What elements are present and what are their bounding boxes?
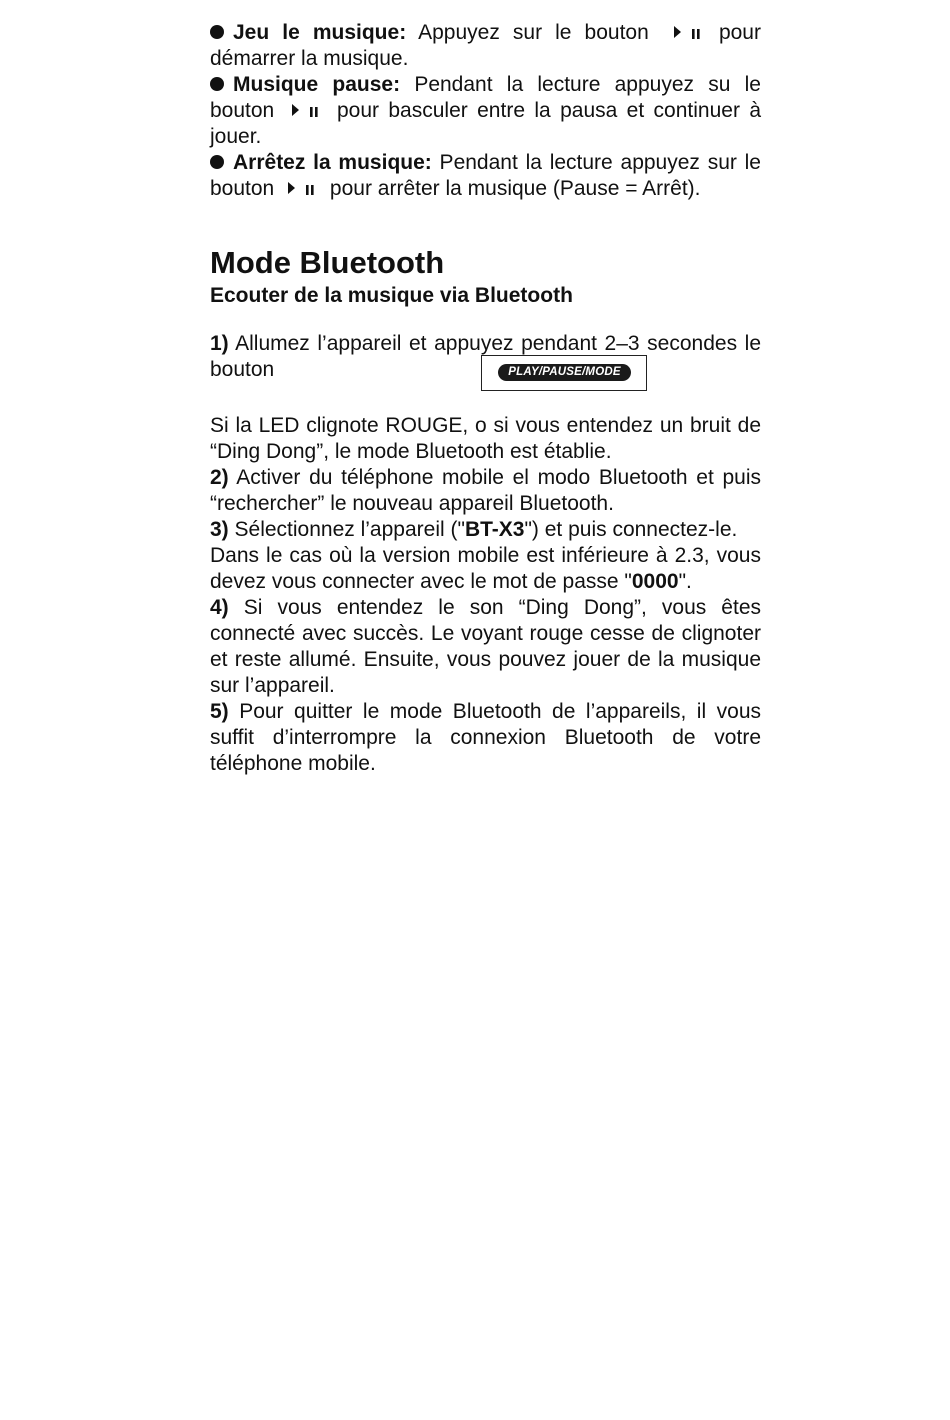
step-number: 2) bbox=[210, 466, 229, 489]
password-text-after: ". bbox=[678, 570, 692, 593]
section-subtitle: Ecouter de la musique via Bluetooth bbox=[210, 284, 573, 307]
bullet-dot-icon bbox=[210, 155, 224, 169]
play-pause-icon bbox=[286, 102, 326, 118]
password-code: 0000 bbox=[631, 570, 679, 593]
bullet-label: Arrêtez la musique: bbox=[233, 151, 432, 174]
bullet-stop-music bbox=[210, 150, 761, 202]
step-text: Pour quitter le mode Bluetooth de l’appareils, il vous suffit d’interrompre la connexion Bluetooth de votre téléphone mobile. bbox=[210, 700, 761, 775]
step-number: 3) bbox=[210, 518, 229, 541]
step-text: Activer du téléphone mobile el modo Bluetooth et puis “rechercher” le nouveau appareil Bluetooth. bbox=[210, 466, 761, 515]
bullet-text-after: pour basculer entre la pausa et continuer à jouer. bbox=[210, 99, 761, 148]
step-3 bbox=[210, 517, 761, 543]
step-2 bbox=[210, 465, 761, 517]
play-pause-mode-button-image bbox=[481, 355, 647, 391]
step-number: 1) bbox=[210, 332, 229, 355]
play-pause-mode-label: PLAY/PAUSE/MODE bbox=[498, 364, 631, 381]
bullet-label: Musique pause: bbox=[233, 73, 401, 96]
password-note bbox=[210, 543, 761, 595]
led-info: Si la LED clignote ROUGE, o si vous entendez un bruit de “Ding Dong”, le mode Bluetooth est établie. bbox=[210, 414, 761, 463]
step-text: Allumez l’appareil et appuyez pendant 2–3 secondes le bouton bbox=[210, 332, 761, 381]
bullet-pause-music bbox=[210, 72, 761, 150]
bullet-text-after: pour arrêter la musique (Pause = Arrêt). bbox=[324, 177, 701, 200]
step-number: 5) bbox=[210, 700, 229, 723]
bullet-play-music bbox=[210, 20, 761, 72]
play-pause-mode-figure bbox=[210, 366, 761, 413]
step-5 bbox=[210, 699, 761, 777]
step-text: Si vous entendez le son “Ding Dong”, vous êtes connecté avec succès. Le voyant rouge cesse de clignoter et reste allumé. Ensuite, vous pouvez jouer de la musique sur l’appareil. bbox=[210, 596, 761, 697]
step-text-before: Sélectionnez l’appareil (" bbox=[228, 518, 465, 541]
bullet-text-before: Appuyez sur le bouton bbox=[406, 21, 649, 44]
bullet-text-before: Pendant la lecture appuyez sur le bouton bbox=[210, 151, 761, 200]
document-page bbox=[210, 20, 761, 777]
step-number: 4) bbox=[210, 596, 229, 619]
bullet-label: Jeu le musique: bbox=[233, 21, 407, 44]
bullet-dot-icon bbox=[210, 25, 224, 39]
section-title: Mode Bluetooth bbox=[210, 245, 445, 280]
bullet-dot-icon bbox=[210, 77, 224, 91]
step-text-after: ") et puis connectez-le. bbox=[524, 518, 738, 541]
play-pause-icon bbox=[282, 180, 322, 196]
play-pause-icon bbox=[664, 24, 704, 40]
device-name: BT-X3 bbox=[464, 518, 525, 541]
password-text-before: Dans le cas où la version mobile est inférieure à 2.3, vous devez vous connecter avec le mot de passe " bbox=[210, 544, 761, 593]
bullet-text-before: Pendant la lecture appuyez su le bouton bbox=[210, 73, 761, 122]
step-4 bbox=[210, 595, 761, 699]
bullet-text-after: pour démarrer la musique. bbox=[210, 21, 761, 70]
